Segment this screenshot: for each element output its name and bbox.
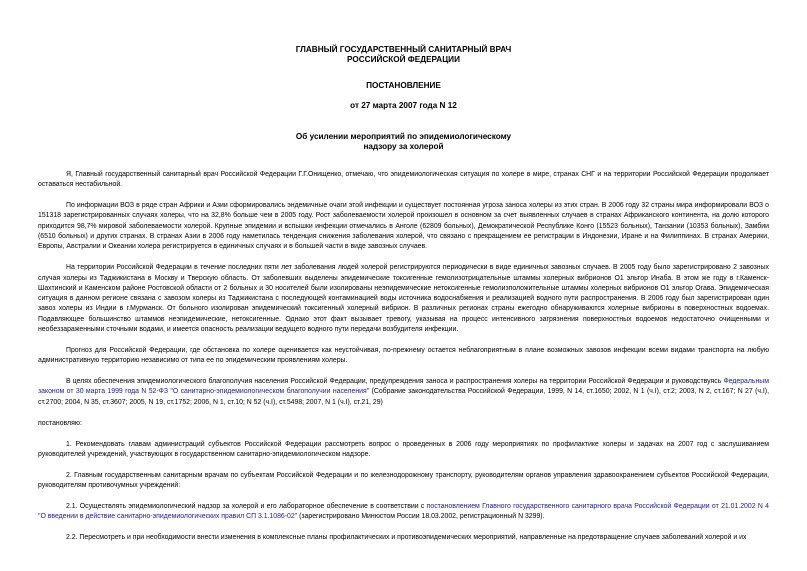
paragraph-item-2-2: 2.2. Пересмотреть и при необходимости внести изменения в комплексные планы профилактических и противоэпидемических мероприятий, направленные на предотвращение случаев заболеваний холерой и их [66, 534, 747, 542]
paragraph-item-1: 1. Рекомендовать главам администраций субъектов Российской Федерации рассмотреть вопрос о проведенных в 2006 году мероприятиях по профилактике холеры и задачах на 2007 год с заслушиванием руководителей учреждений, участвующих в государственном санитарно-эпидемиологическом надзоре. [38, 440, 769, 458]
item-2-1-text-end: (зарегистрировано Минюстом России 18.03.2002, регистрационный N 3299). [297, 513, 545, 521]
title-line-1: Об усилении мероприятий по эпидемиологическому [295, 132, 512, 141]
paragraph-forecast: Прогноз для Российской Федерации, где обстановка по холере оценивается как неустойчивая, по-прежнему остается неблагоприятным в плане возможных завозов инфекции всеми видами транспорта на любую административную территорию независимо от типа ее по эпидемическим проявлениям холеры. [38, 346, 769, 365]
federal-law-link[interactable]: Федеральным законом от 30 марта 1999 года N 52-ФЗ "О санитарно-эпидемиологическом благополучии населения" [38, 378, 769, 396]
purpose-text-end: (Собрание законодательства Российской Федерации, 1999, N 14, ст.1650; 2002, N 1 (ч.I), ст.2; 2003, N 2, ст.167; N 27 (ч.I), ст.2700; 2004, N 35, ст.3607; 2005, N 19, ст.1752; 2006, N 1, ст.10; N 52 (ч.I), ст.5498; 2007, N 1 (ч.I), ст.21, 29) [38, 388, 769, 406]
paragraph-resolve: постановляю: [38, 419, 82, 427]
item-2-1-text-start: 2.1. Осуществлять эпидемиологический надзор за холерой и его лабораторное обеспечение в соответствии с [66, 502, 427, 510]
paragraph-item-2-1 [38, 502, 769, 523]
paragraph-who-info: По информации ВОЗ в ряде стран Африки и Азии сформировались эндемичные очаги этой инфекции и существует постоянная угроза заноса холеры из этих стран. В 2006 году 32 страны мира информировали ВОЗ о 151318 зарегистрированных случаях холеры, что на 32,8% больше чем в 2005 году. Рост заболеваемости холерой произошел в основном за счет выявленных случаев в странах Африканского континента, на долю которого приходится 98,7% мировой заболеваемости холерой. Крупные эпидемии и вспышки инфекции отмечались в Анголе (62809 больных), Демократической Республике Конго (15523 больных), Танзании (10353 больных), Замбии (6510 больных) и других странах. В странах Азии в 2006 году наметилась тенденция снижения заболевания холерой, что связано с прекращением ее регистрации в Индонезии, Иране и на Филиппинах. В странах Америки, Европы, Австралии и Океании холера регистрируется в единичных случаях и в большей части в виде завозных случаев. [38, 202, 769, 251]
paragraph-situation: Я, Главный государственный санитарный врач Российской Федерации Г.Г.Онищенко, отмечаю, что эпидемиологическая ситуация по холере в мире, странах СНГ и на территории Российской Федерации продолжает оставаться нестабильной. [38, 171, 769, 189]
issuer-heading [0, 45, 807, 66]
purpose-text-start: В целях обеспечения эпидемиологического благополучия населения Российской Федерации, предупреждения заноса и распространения холеры на территории Российской Федерации и руководствуясь [66, 378, 724, 386]
resolution-link[interactable]: постановлением Главного государственного санитарного врача Российской Федерации от 21.01.2002 N 4 "О введении в действие санитарно-эпидемиологических правил СП 3.1.1086-02" [38, 502, 769, 521]
title-line-2: надзору за холерой [363, 142, 444, 152]
document-kind: ПОСТАНОВЛЕНИЕ [366, 81, 441, 90]
paragraph-item-2: 2. Главным государственным санитарным врачам по субъектам Российской Федерации и по железнодорожному транспорту, руководителям органов управления здравоохранением субъектов Российской Федерации, руководителям противочумных учреждений: [38, 471, 769, 489]
document-body [38, 170, 769, 554]
issuer-line-1: ГЛАВНЫЙ ГОСУДАРСТВЕННЫЙ САНИТАРНЫЙ ВРАЧ [295, 45, 512, 54]
paragraph-russia: На территории Российской Федерации в течение последних пяти лет заболевания людей холерой регистрируются периодически в виде единичных завозных случаев. В 2005 году было зарегистрировано 2 завозных случая холеры из Таджикистана в Москву и Тверскую область. От заболевших выделены эпидемические токсигенные гемолизотрицательные штаммы холерных вибрионов О1 эльтор Инаба. В этом же году в г.Каменск-Шахтинский и Каменском районе Ростовской области от 2 больных и 30 носителей были изолированы неэпидемические нетоксигенные гемолизположительные штаммы холерных вибрионов О1 эльтор Огава. Эпидемическая ситуация в данном регионе связана с завозом холеры из Таджикистана с последующей контаминацией воды источника водоснабжения и реализацией водного пути распространения. В 2006 году был зарегистрирован один завоз холеры из Индии в г.Мурманск. От больного изолирован эпидемический токсигенный холерный вибрион. В различных регионах страны ежегодно обнаруживаются холерные вибрионы в поверхностных водоемах. Подавляющее большинство штаммов неэпидемические, нетоксигенные. Однако этот факт вызывает тревогу, указывая на процесс интенсивного загрязнения поверхностных водоемов недостаточно очищенными и необеззараженными сточными водами, и имеется опасность реализации ведущего водного пути передачи возбудителя инфекции. [38, 264, 769, 334]
paragraph-purpose [38, 377, 769, 408]
document-date: от 27 марта 2007 года N 12 [350, 101, 457, 110]
issuer-line-2: РОССИЙСКОЙ ФЕДЕРАЦИИ [347, 55, 460, 65]
document-title [0, 132, 807, 153]
